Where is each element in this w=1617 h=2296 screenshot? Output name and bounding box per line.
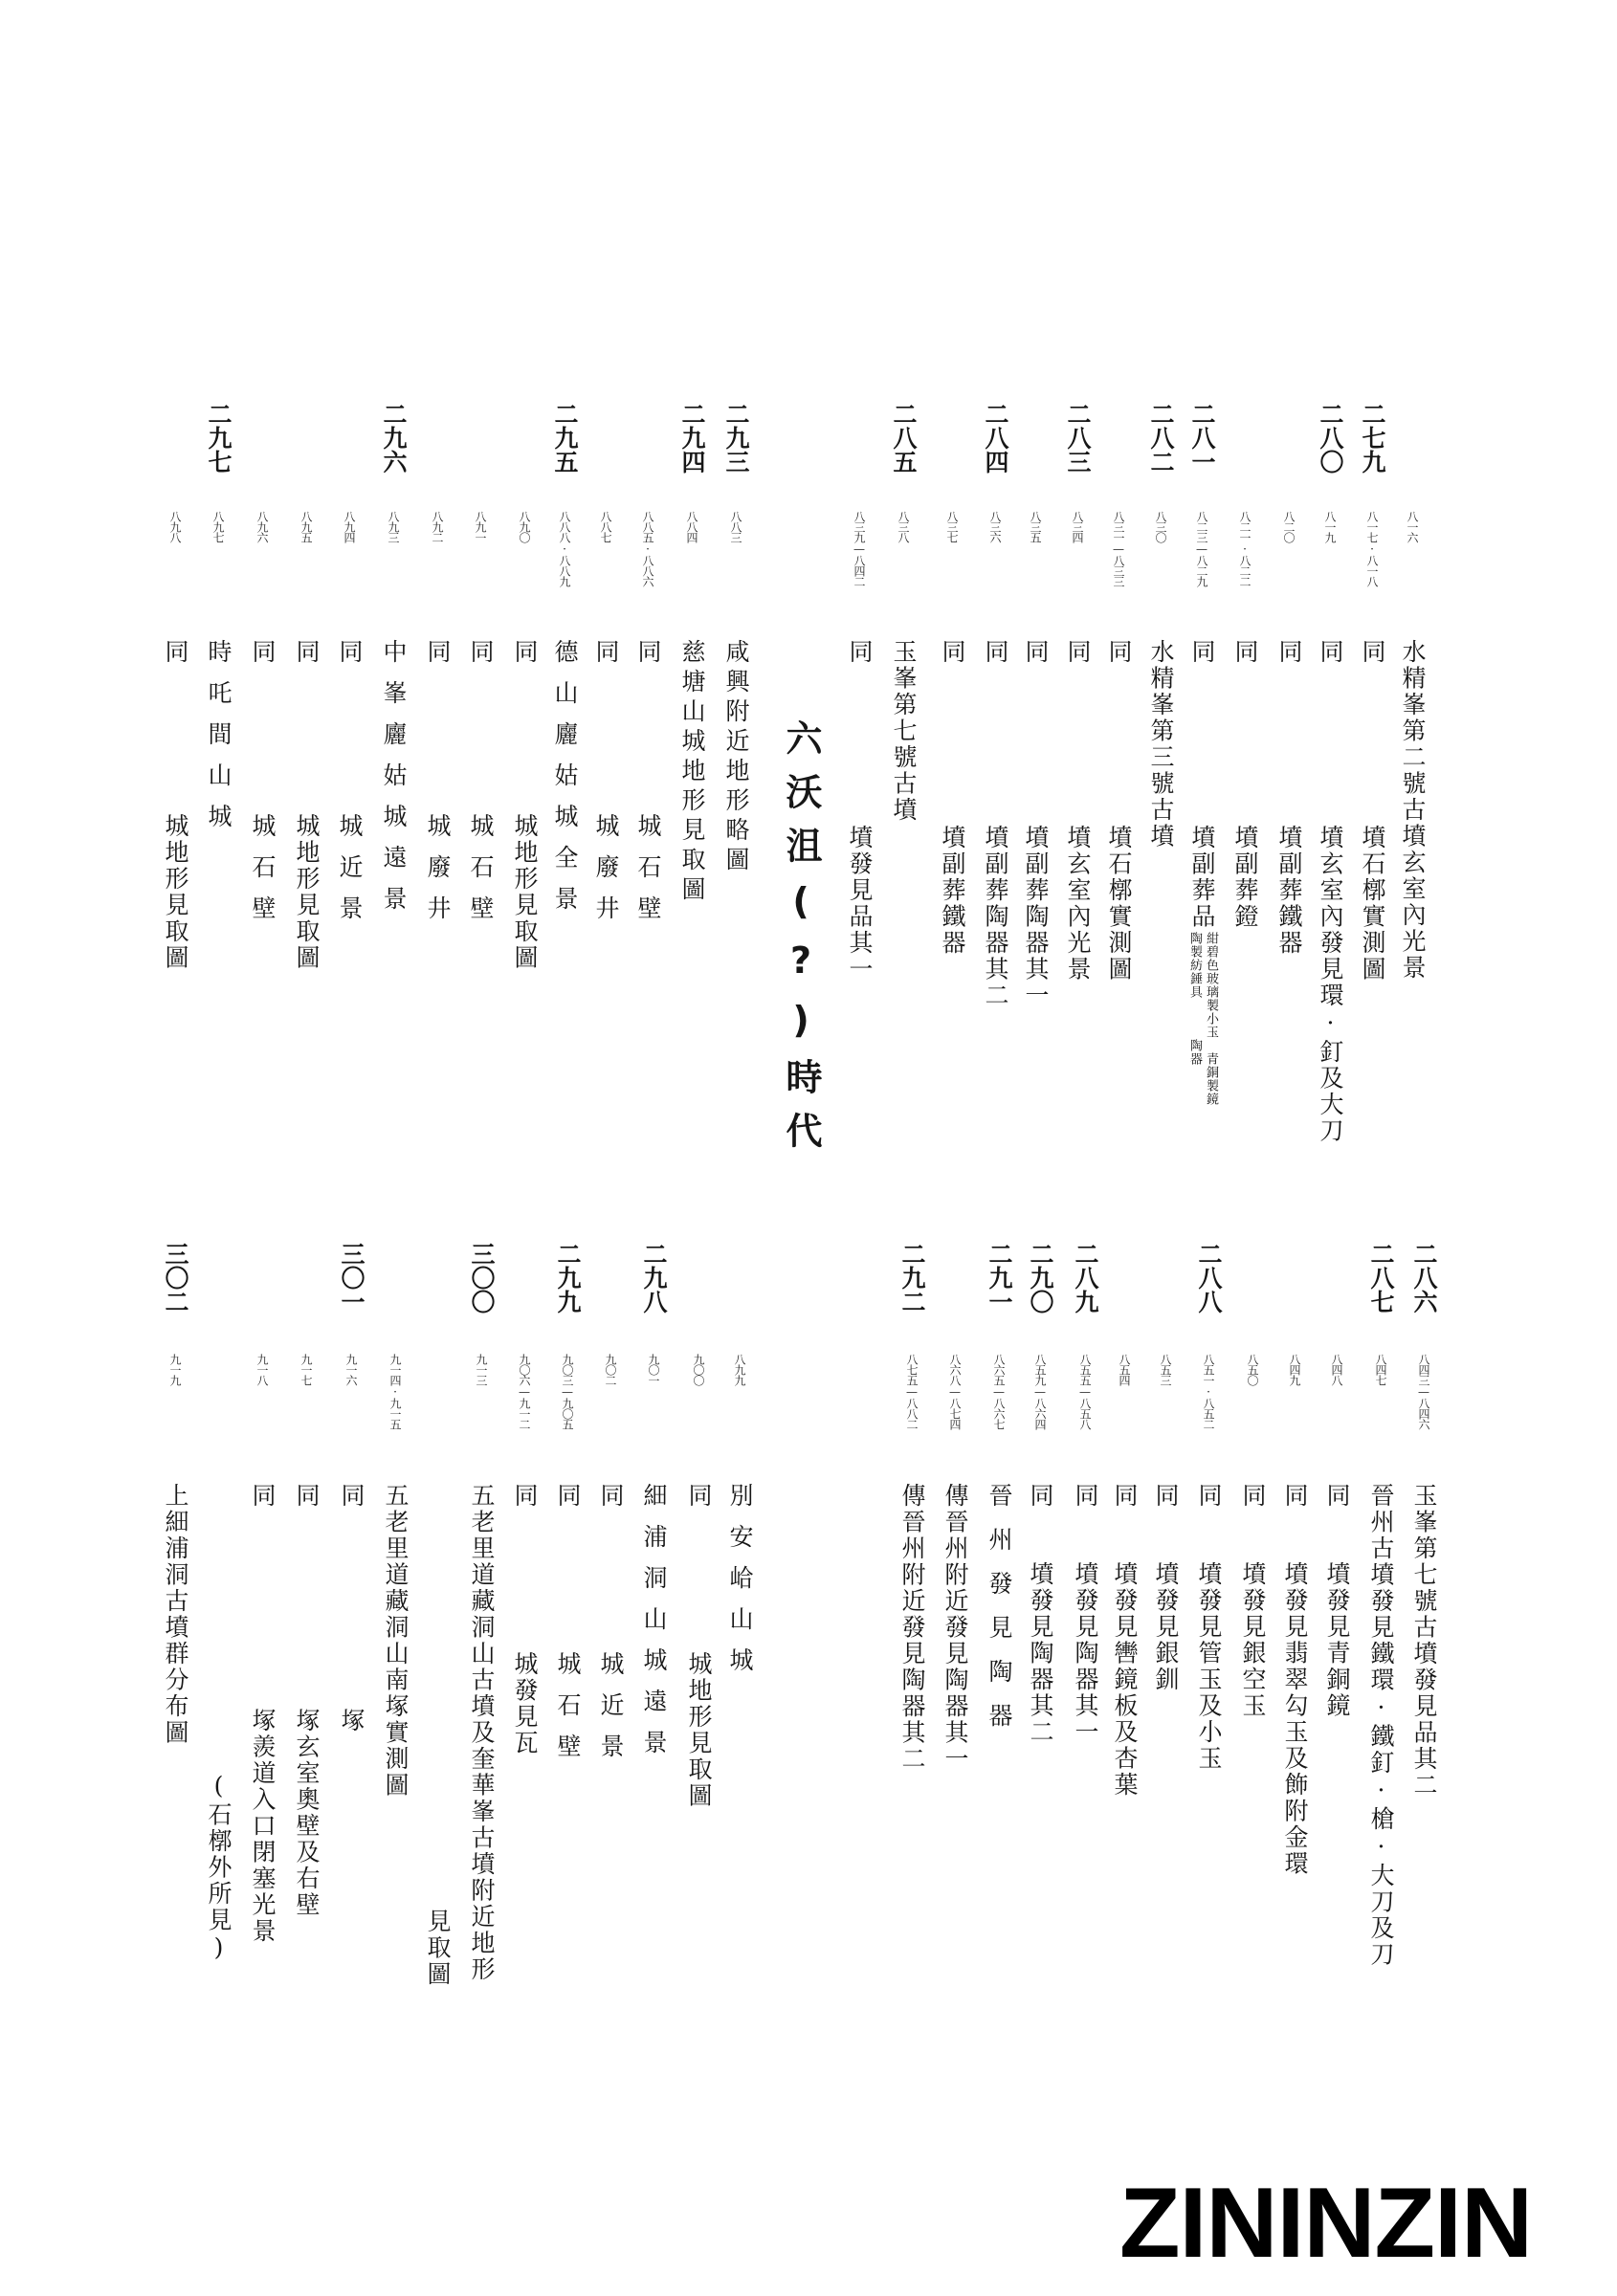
plate-entry: [1026, 0, 1054, 2296]
caption-title: 同: [1195, 1483, 1223, 1510]
caption-subtitle: 城石壁: [467, 813, 495, 937]
figure-numbers: 八五四: [1118, 1354, 1131, 1385]
figure-numbers: 八三九—八四二: [853, 511, 866, 586]
caption-title: 同: [1239, 1483, 1267, 1510]
caption-title: 同: [424, 639, 452, 666]
figure-numbers: 八五九—八六四: [1033, 1354, 1047, 1429]
plate-number: 二九四: [678, 402, 706, 474]
plate-entry: [510, 0, 539, 2296]
caption-title: 同: [1323, 1483, 1351, 1510]
figure-numbers: 八九七: [211, 511, 225, 542]
caption-title: 同: [1111, 1483, 1139, 1510]
caption-subtitle: 墳玄室內光景: [1064, 825, 1092, 982]
caption-title: 同: [1064, 639, 1092, 666]
plate-entry: [684, 0, 713, 2296]
figure-numbers: 八九八: [168, 511, 182, 542]
caption-subtitle: 城近景: [597, 1651, 625, 1775]
caption-subtitle: 墳副葬鐙: [1231, 825, 1259, 930]
plate-entry: [1366, 0, 1395, 2296]
figure-numbers: 八五一·八五二: [1202, 1354, 1215, 1429]
caption-subtitle: 墳副葬陶器其二: [982, 825, 1009, 1009]
plate-entry: [985, 0, 1013, 2296]
figure-numbers: 八七五—八八二: [905, 1354, 919, 1429]
section-heading: 六沃沮(?)時代: [780, 719, 822, 1165]
caption-subtitle: 城近景: [336, 813, 364, 937]
plate-entry: [248, 0, 277, 2296]
figure-numbers: 八九二: [431, 511, 444, 542]
figure-numbers: 八三五: [1029, 511, 1042, 542]
caption-title: 同: [293, 639, 321, 666]
caption-subtitle: 墳石槨實測圖: [1359, 825, 1386, 982]
figure-numbers: 八八四: [685, 511, 698, 542]
plate-number: 二九九: [554, 1242, 582, 1314]
figure-numbers: 八二一·八二二: [1238, 511, 1252, 586]
caption-subtitle: 墳副葬陶器其一: [1022, 825, 1050, 1009]
figure-numbers: 八八三: [729, 511, 742, 542]
plate-number: 三〇二: [162, 1242, 189, 1314]
figure-numbers: 九〇二: [604, 1354, 617, 1385]
figure-numbers: 八三八: [897, 511, 910, 542]
plate-number: 二九一: [986, 1242, 1013, 1314]
caption-subtitle: 墳發見翡翠勾玉及飾附金環: [1281, 1561, 1309, 1877]
figure-numbers: 八四八: [1330, 1354, 1343, 1385]
plate-entry: [204, 0, 233, 2296]
plate-entry: [1238, 0, 1267, 2296]
caption-subtitle: 墳副葬鐵器: [1275, 825, 1303, 957]
plate-number: 二九二: [898, 1242, 926, 1314]
caption-title: 時吒間山城: [205, 639, 233, 845]
caption-subtitle: 墳發見銀空玉: [1239, 1561, 1267, 1719]
figure-numbers: 八五〇: [1246, 1354, 1259, 1385]
caption-subtitle: 墳副葬鐵器: [939, 825, 966, 957]
caption-title: 中峯廲姑城遠景: [380, 639, 408, 927]
annotation-line: 紺碧色玻璃製小玉 青銅製鏡: [1204, 932, 1218, 1106]
plate-number: 二九三: [722, 402, 750, 474]
caption-subtitle: 墳石槨實測圖: [1105, 825, 1133, 982]
plate-entry: [337, 0, 365, 2296]
figure-numbers: 九〇〇: [692, 1354, 705, 1385]
caption-title: 同: [338, 1483, 365, 1510]
figure-numbers: 八一六: [1406, 511, 1419, 542]
caption-subtitle: 墳發見管玉及小玉: [1195, 1561, 1223, 1772]
caption-title: 水精峯第三號古墳: [1147, 639, 1175, 850]
caption-title: 同: [1317, 639, 1344, 666]
plate-number: 二八七: [1367, 1242, 1395, 1314]
plate-entry: [1151, 0, 1180, 2296]
plate-number: 二七九: [1359, 402, 1386, 474]
figure-numbers: 八一九: [1323, 511, 1337, 542]
caption-title: 同: [467, 639, 495, 666]
figure-numbers: 八四七: [1374, 1354, 1387, 1385]
figure-numbers: 八九一: [474, 511, 487, 542]
figure-numbers: 九〇一: [647, 1354, 660, 1385]
plate-number: 二八一: [1188, 402, 1216, 474]
caption-title: 同: [336, 639, 364, 666]
caption-subtitle: 墳副葬品: [1188, 825, 1216, 930]
figure-numbers: 八五五—八五八: [1078, 1354, 1092, 1429]
caption-title: 傳晉州附近發見陶器其一: [941, 1483, 969, 1773]
figure-numbers: 八四三—八四六: [1417, 1354, 1430, 1429]
figure-numbers: 八三四: [1071, 511, 1084, 542]
caption-subtitle: 塚羨道入口閉塞光景: [249, 1708, 277, 1945]
figure-numbers: 九〇六—九一二: [518, 1354, 531, 1429]
caption-title: 晉州古墳發見鐵環·鐵釘·槍·大刀及刀: [1367, 1483, 1395, 1968]
caption-subtitle: 墳發見品其一: [846, 825, 874, 982]
plate-number: 二八五: [890, 402, 918, 474]
plate-number: 二九六: [380, 402, 408, 474]
figure-numbers: 八五三: [1159, 1354, 1172, 1385]
caption-title: 同: [249, 1483, 277, 1510]
figure-numbers: 九一四·九一五: [388, 1354, 402, 1429]
caption-title: 晉州發見陶器: [986, 1483, 1013, 1747]
caption-title: 同: [1281, 1483, 1309, 1510]
caption-title: 同: [634, 639, 662, 666]
caption-subtitle: 城石壁: [554, 1651, 582, 1775]
plate-number: 二八四: [982, 402, 1009, 474]
plate-entry: [1280, 0, 1309, 2296]
caption-title: 同: [982, 639, 1009, 666]
caption-subtitle: 墳發見轡鏡板及杏葉: [1111, 1561, 1139, 1799]
caption-title: 同: [1105, 639, 1133, 666]
caption-title: 細浦洞山城遠景: [640, 1483, 668, 1771]
caption-title: 同: [1022, 639, 1050, 666]
caption-subtitle: 城地形見取圖: [511, 813, 539, 971]
caption-title: 慈塘山城地形見取圖: [678, 639, 706, 906]
figure-numbers: 八三一—八三三: [1112, 511, 1125, 586]
plate-entry: [161, 0, 189, 2296]
plate-number: 三〇一: [338, 1242, 365, 1314]
plate-entry: [1110, 0, 1139, 2296]
figure-numbers: 九〇三—九〇五: [561, 1354, 574, 1429]
caption-title: 同: [1188, 639, 1216, 666]
figure-numbers: 八九四: [343, 511, 356, 542]
caption-title: 同: [511, 1483, 539, 1510]
caption-title: 同: [554, 1483, 582, 1510]
figure-numbers: 八九九: [733, 1354, 746, 1385]
caption-subtitle: 墳發見銀釧: [1152, 1561, 1180, 1693]
figure-numbers: 八八五·八八六: [641, 511, 654, 586]
caption-title: 別安峆山城: [726, 1483, 754, 1689]
caption-subtitle: 墳發見陶器其一: [1072, 1561, 1099, 1746]
caption-title: 同: [162, 639, 189, 666]
plate-number: 二九八: [640, 1242, 668, 1314]
plate-number: 二九七: [205, 402, 233, 474]
plate-entry: [897, 0, 926, 2296]
plate-entry: [845, 0, 874, 2296]
caption-title: 同: [1027, 1483, 1054, 1510]
caption-title: 傳晉州附近發見陶器其二: [898, 1483, 926, 1773]
figure-numbers: 八四九: [1288, 1354, 1301, 1385]
plate-number: 二八〇: [1317, 402, 1344, 474]
watermark-logo: ZININZIN: [1119, 2168, 1533, 2279]
figure-numbers: 八九六: [255, 511, 269, 542]
caption-subtitle: 城發見瓦: [511, 1651, 539, 1756]
figure-numbers: 八六八—八七四: [948, 1354, 962, 1429]
figure-numbers: 八九〇: [518, 511, 531, 542]
caption-title: 同: [685, 1483, 713, 1510]
caption-subtitle: 墳發見青銅鏡: [1323, 1561, 1351, 1719]
caption-title: 同: [249, 639, 277, 666]
figure-numbers: 八八八·八八九: [558, 511, 571, 586]
figure-numbers: 八八七: [599, 511, 612, 542]
caption-title: 同: [1359, 639, 1386, 666]
caption-subtitle: 墳玄室內發見環·釘及大刀: [1317, 825, 1344, 1144]
plate-number: 二九五: [551, 402, 579, 474]
plate-entry: [1409, 0, 1438, 2296]
caption-title: 同: [1275, 639, 1303, 666]
figure-numbers: 八二三—八二九: [1195, 511, 1208, 586]
figure-numbers: 九一九: [168, 1354, 182, 1385]
caption-title: 同: [592, 639, 620, 666]
caption-title: 同: [1072, 1483, 1099, 1510]
caption-subtitle: 城石壁: [634, 813, 662, 937]
plate-number: 二八二: [1147, 402, 1175, 474]
caption-title: 玉峯第七號古墳發見品其二: [1410, 1483, 1438, 1799]
caption-subtitle: 塚: [338, 1708, 365, 1734]
caption-title: 同: [597, 1483, 625, 1510]
figure-numbers: 八三〇: [1154, 511, 1167, 542]
figure-numbers: 八三七: [945, 511, 959, 542]
plate-entry: [467, 0, 496, 2296]
caption-title: 同: [1152, 1483, 1180, 1510]
caption-title: 同: [293, 1483, 321, 1510]
figure-numbers: 八二〇: [1282, 511, 1296, 542]
plate-number: 二八八: [1195, 1242, 1223, 1314]
plate-number: 三〇〇: [468, 1242, 496, 1314]
caption-title: 五老里道藏洞山南塚實測圖: [382, 1483, 410, 1799]
caption-subtitle: 城廢井: [592, 813, 620, 937]
plate-entry: [1322, 0, 1351, 2296]
caption-subtitle: 城地形見取圖: [685, 1651, 713, 1809]
plate-number: 二九〇: [1027, 1242, 1054, 1314]
figure-numbers: 九一六: [344, 1354, 358, 1385]
plate-entry: [423, 0, 452, 2296]
caption-subtitle: 墳發見陶器其二: [1027, 1561, 1054, 1746]
caption-title: 德山廲姑城全景: [551, 639, 579, 927]
caption-title: 同: [846, 639, 874, 666]
plate-number: 二八六: [1410, 1242, 1438, 1314]
figure-numbers: 八三六: [988, 511, 1002, 542]
plate-entry: [292, 0, 321, 2296]
figure-numbers: 九一八: [255, 1354, 269, 1385]
plate-entry: [553, 0, 582, 2296]
plate-entry: [725, 0, 754, 2296]
plate-entry: [1194, 0, 1223, 2296]
caption-title: 水精峯第二號古墳玄室內光景: [1399, 639, 1427, 982]
caption-subtitle: 塚玄室奧壁及右壁: [293, 1708, 321, 1918]
plate-entry: [596, 0, 625, 2296]
caption-title: 同: [511, 639, 539, 666]
caption-subtitle: 城地形見取圖: [162, 813, 189, 971]
caption-title: 同: [1231, 639, 1259, 666]
caption-subtitle: (石槨外所見): [205, 1772, 233, 1964]
caption-title: 咸興附近地形略圖: [722, 639, 750, 876]
plate-entry: [1071, 0, 1099, 2296]
caption-subtitle: 城石壁: [249, 813, 277, 937]
figure-numbers: 九一七: [299, 1354, 313, 1385]
caption-subtitle: 見取圖: [424, 1909, 452, 1988]
caption-title: 玉峯第七號古墳: [890, 639, 918, 824]
plate-entry: [381, 0, 410, 2296]
figure-numbers: 八九五: [299, 511, 313, 542]
caption-title: 同: [939, 639, 966, 666]
caption-subtitle: 城廢井: [424, 813, 452, 937]
annotation-line: 陶製紡錘具 陶器: [1187, 932, 1202, 1066]
caption-subtitle: 城地形見取圖: [293, 813, 321, 971]
caption-title: 上細浦洞古墳群分布圖: [162, 1483, 189, 1746]
plate-entry: [639, 0, 668, 2296]
plate-number: 二八九: [1072, 1242, 1099, 1314]
plate-number: 二八三: [1064, 402, 1092, 474]
figure-numbers: 八一七·八一八: [1365, 511, 1379, 586]
figure-numbers: 八六五—八六七: [992, 1354, 1006, 1429]
figure-numbers: 九一三: [475, 1354, 488, 1385]
figure-numbers: 八九三: [387, 511, 400, 542]
plate-entry: [941, 0, 969, 2296]
caption-title: 五老里道藏洞山古墳及奎華峯古墳附近地形: [468, 1483, 496, 1983]
